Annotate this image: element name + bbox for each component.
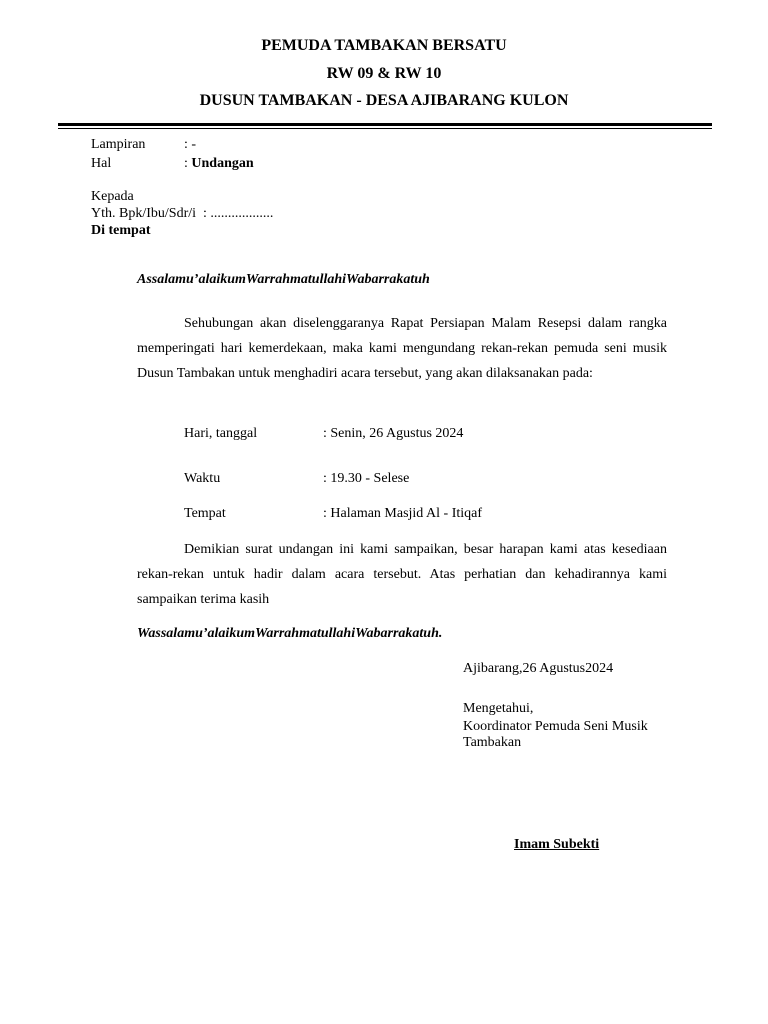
lampiran-value: : - [184, 137, 197, 152]
letterhead-rw: RW 09 & RW 10 [326, 65, 442, 82]
signer-name: Imam Subekti [514, 837, 600, 852]
detail-date-label: Hari, tanggal [184, 426, 258, 441]
hal-value: Undangan [191, 156, 254, 171]
opening-greeting: Assalamu’alaikumWarrahmatullahiWabarrakatuh [137, 272, 430, 287]
signer-title-line2: Tambakan [463, 735, 522, 750]
detail-time-value: : 19.30 - Selese [323, 471, 410, 486]
letterhead-address: DUSUN TAMBAKAN - DESA AJIBARANG KULON [199, 92, 569, 109]
recipient-yth: Yth. Bpk/Ibu/Sdr/i : .................. [91, 206, 274, 221]
signer-title-line1: Koordinator Pemuda Seni Musik [463, 719, 648, 734]
hal-value-row [184, 155, 254, 173]
detail-date-value: : Senin, 26 Agustus 2024 [323, 426, 464, 441]
letterhead-divider-thin [58, 128, 712, 129]
detail-place-value: : Halaman Masjid Al - Itiqaf [323, 506, 483, 521]
mengetahui-label: Mengetahui, [463, 701, 534, 716]
hal-label: Hal [91, 156, 112, 171]
letterhead-organization: PEMUDA TAMBAKAN BERSATU [261, 37, 507, 54]
hal-colon: : [184, 156, 188, 171]
invitation-paragraph: Sehubungan akan diselenggaranya Rapat Persiapan Malam Resepsi dalam rangka memperingati hari kemerdekaan, maka kami mengundang rekan-rekan pemuda seni musik Dusun Tambakan untuk menghadiri acara tersebut, yang akan dilaksanakan pada: [137, 316, 667, 381]
recipient-di-tempat: Di tempat [91, 223, 151, 238]
letterhead-divider-thick [58, 123, 712, 126]
lampiran-label: Lampiran [91, 137, 146, 152]
detail-place-label: Tempat [184, 506, 226, 521]
place-date: Ajibarang,26 Agustus2024 [463, 661, 614, 676]
detail-time-label: Waktu [184, 471, 221, 486]
kepada-label: Kepada [91, 189, 134, 204]
closing-paragraph: Demikian surat undangan ini kami sampaikan, besar harapan kami atas kesediaan rekan-rekan untuk hadir dalam acara tersebut. Atas perhatian dan kehadirannya kami sampaikan terima kasih [137, 542, 667, 607]
closing-greeting: Wassalamu’alaikumWarrahmatullahiWabarrakatuh. [137, 626, 443, 641]
